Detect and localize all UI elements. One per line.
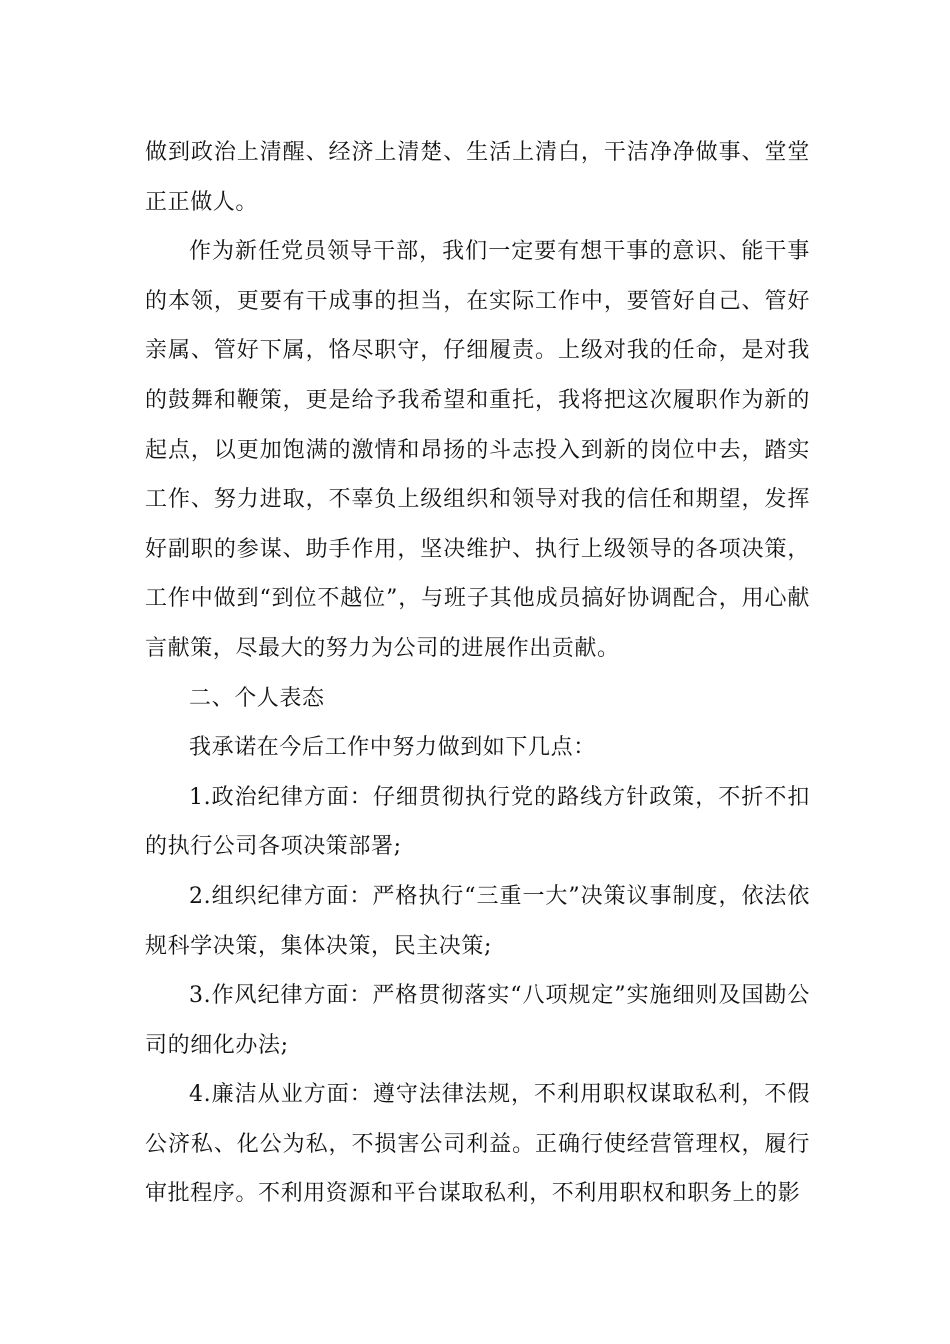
list-item-work-style-discipline: 3.作风纪律方面：严格贯彻落实“八项规定”实施细则及国勘公司的细化办法;	[145, 983, 810, 1058]
paragraph-continuation: 做到政治上清醒、经济上清楚、生活上清白，干洁净净做事、堂堂正正做人。	[145, 140, 810, 215]
paragraph-commitment-intro: 我承诺在今后工作中努力做到如下几点：	[189, 735, 596, 761]
list-item-integrity: 4.廉洁从业方面：遵守法律法规，不利用职权谋取私利，不假公济私、化公为私，不损害公司利益。正确行使经营管理权，履行审批程序。不利用资源和平台谋取私利，不利用职权和职务上的影	[145, 1082, 810, 1207]
list-item-organizational-discipline: 2.组织纪律方面：严格执行“三重一大”决策议事制度，依法依规科学决策，集体决策，民主决策;	[145, 883, 810, 959]
document-body	[145, 128, 810, 1219]
paragraph-new-cadre: 作为新任党员领导干部，我们一定要有想干事的意识、能干事的本领，更要有干成事的担当，在实际工作中，要管好自己、管好亲属、管好下属，恪尽职守，仔细履责。上级对我的任命，是对我的鼓舞和鞭策，更是给予我希望和重托，我将把这次履职作为新的起点，以更加饱满的激情和昂扬的斗志投入到新的岗位中去，踏实工作、努力进取，不辜负上级组织和领导对我的信任和期望，发挥好副职的参谋、助手作用，坚决维护、执行上级领导的各项决策，工作中做到“到位不越位”，与班子其他成员搞好协调配合，用心献言献策，尽最大的努力为公司的进展作出贡献。	[145, 239, 810, 661]
list-item-political-discipline: 1.政治纪律方面：仔细贯彻执行党的路线方针政策，不折不扣的执行公司各项决策部署;	[145, 784, 810, 860]
section-heading-personal-stance: 二、个人表态	[189, 685, 325, 711]
